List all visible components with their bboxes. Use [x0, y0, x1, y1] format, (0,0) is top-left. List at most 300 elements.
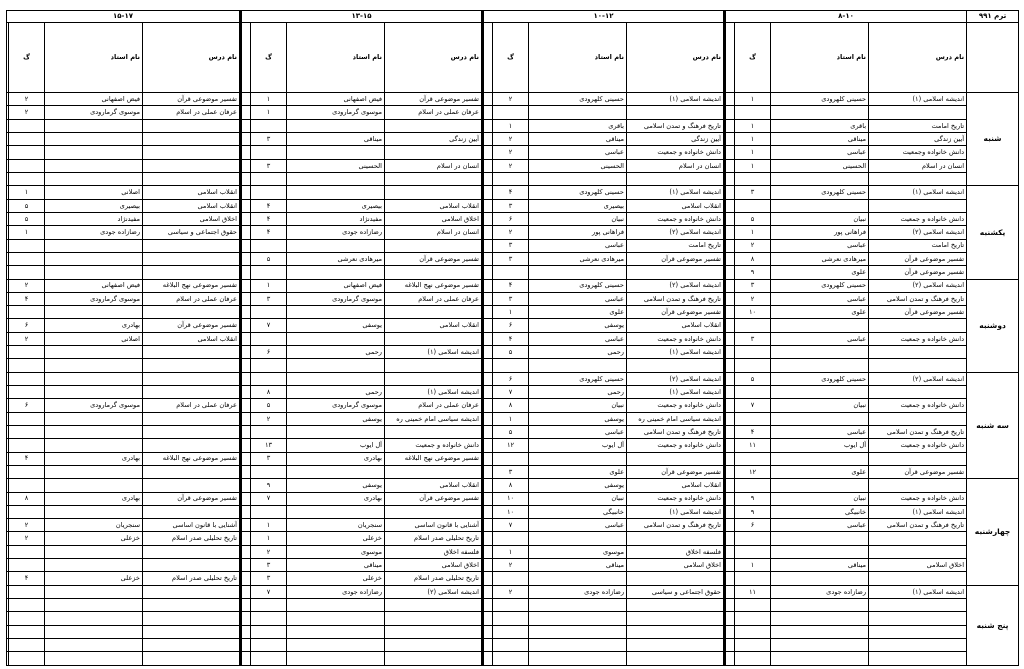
- spacer-cell: [241, 346, 251, 359]
- teacher-cell: فیض اصفهانی: [45, 93, 143, 106]
- groups-cell: [493, 612, 529, 625]
- course-cell: عرفان عملی در اسلام: [385, 292, 483, 305]
- groups-cell: [493, 599, 529, 612]
- spacer-cell: [7, 133, 9, 146]
- groups-cell: ۱: [493, 545, 529, 558]
- groups-cell: ۵: [251, 252, 287, 265]
- course-cell: آشنایی با قانون اساسی: [143, 519, 241, 532]
- groups-cell: ۱۰: [493, 505, 529, 518]
- groups-cell: [493, 106, 529, 119]
- teacher-cell: حسینی کلهرودی: [529, 372, 627, 385]
- teacher-cell: [287, 612, 385, 625]
- spacer-cell: [7, 252, 9, 265]
- course-cell: اندیشه اسلامی (۱): [869, 186, 967, 199]
- teacher-cell: [529, 106, 627, 119]
- teacher-cell: [45, 359, 143, 372]
- groups-cell: ۴: [251, 199, 287, 212]
- course-cell: فلسفه اخلاق: [385, 545, 483, 558]
- teacher-cell: عباسی: [529, 425, 627, 438]
- spacer-cell: [241, 492, 251, 505]
- teacher-cell: [45, 133, 143, 146]
- course-cell: دانش خانواده و جمعیت: [627, 439, 725, 452]
- teacher-cell: [45, 252, 143, 265]
- teacher-cell: [771, 199, 869, 212]
- spacer-cell: [7, 292, 9, 305]
- groups-cell: ۲: [493, 146, 529, 159]
- spacer-cell: [7, 585, 9, 598]
- course-cell: [143, 439, 241, 452]
- groups-cell: ۵: [9, 199, 45, 212]
- groups-cell: [493, 266, 529, 279]
- teacher-cell: بهادری: [45, 452, 143, 465]
- course-cell: [627, 612, 725, 625]
- course-cell: انسان در اسلام: [627, 159, 725, 172]
- spacer-cell: [483, 23, 493, 93]
- schedule-row: [7, 173, 1019, 186]
- groups-cell: [9, 439, 45, 452]
- course-cell: [869, 199, 967, 212]
- spacer-cell: [725, 359, 735, 372]
- course-cell: [385, 425, 483, 438]
- teacher-cell: [771, 572, 869, 585]
- spacer-cell: [483, 545, 493, 558]
- slot-header: ۱۵-۱۷: [7, 11, 241, 23]
- groups-cell: [493, 625, 529, 638]
- groups-cell: [9, 425, 45, 438]
- course-cell: تفسیر موضوعی نهج البلاغه: [385, 279, 483, 292]
- course-cell: [143, 625, 241, 638]
- teacher-cell: باقری: [529, 119, 627, 132]
- spacer-cell: [7, 23, 9, 93]
- teacher-cell: [45, 425, 143, 438]
- course-cell: [869, 319, 967, 332]
- course-cell: عرفان عملی در اسلام: [385, 106, 483, 119]
- groups-cell: ۳: [493, 199, 529, 212]
- spacer-cell: [725, 625, 735, 638]
- course-cell: تفسیر موضوعی قرآن: [385, 93, 483, 106]
- spacer-cell: [241, 519, 251, 532]
- spacer-cell: [483, 239, 493, 252]
- groups-cell: [251, 425, 287, 438]
- spacer-cell: [483, 212, 493, 225]
- day-label: چهارشنبه: [967, 479, 1019, 586]
- spacer-cell: [7, 572, 9, 585]
- spacer-cell: [7, 359, 9, 372]
- groups-cell: ۲: [9, 532, 45, 545]
- course-cell: [869, 625, 967, 638]
- spacer-cell: [483, 173, 493, 186]
- groups-cell: ۶: [9, 319, 45, 332]
- spacer-cell: [725, 545, 735, 558]
- spacer-cell: [241, 159, 251, 172]
- groups-cell: [251, 612, 287, 625]
- course-cell: [143, 252, 241, 265]
- course-cell: دانش خانواده و جمعیت: [627, 212, 725, 225]
- teacher-cell: آل ایوب: [529, 439, 627, 452]
- schedule-row: [7, 292, 1019, 305]
- spacer-cell: [241, 106, 251, 119]
- groups-cell: [9, 252, 45, 265]
- teacher-cell: [287, 332, 385, 345]
- groups-col-header: گ: [251, 23, 287, 93]
- groups-cell: [9, 585, 45, 598]
- spacer-cell: [725, 159, 735, 172]
- groups-cell: [493, 532, 529, 545]
- spacer-cell: [241, 532, 251, 545]
- course-cell: [869, 479, 967, 492]
- groups-cell: [735, 652, 771, 666]
- spacer-cell: [7, 638, 9, 651]
- teacher-cell: نبیان: [529, 399, 627, 412]
- groups-cell: ۱۰: [735, 306, 771, 319]
- groups-cell: [735, 599, 771, 612]
- groups-cell: ۲: [493, 585, 529, 598]
- teacher-cell: [529, 638, 627, 651]
- course-cell: اندیشه اسلامی (۲): [385, 585, 483, 598]
- spacer-cell: [483, 638, 493, 651]
- schedule-table: [6, 10, 1019, 666]
- groups-cell: ۱: [251, 279, 287, 292]
- course-cell: تاریخ فرهنگ و تمدن اسلامی: [627, 292, 725, 305]
- spacer-cell: [725, 279, 735, 292]
- course-cell: اندیشه اسلامی (۱): [627, 386, 725, 399]
- teacher-cell: [771, 359, 869, 372]
- course-cell: [143, 133, 241, 146]
- groups-cell: ۶: [9, 399, 45, 412]
- schedule-row: [7, 212, 1019, 225]
- schedule-row: [7, 439, 1019, 452]
- groups-cell: ۴: [9, 452, 45, 465]
- teacher-cell: عباسی: [771, 239, 869, 252]
- course-cell: [627, 359, 725, 372]
- teacher-cell: خزعلی: [287, 572, 385, 585]
- spacer-cell: [7, 559, 9, 572]
- course-cell: انقلاب اسلامی: [627, 199, 725, 212]
- teacher-cell: نبیان: [529, 212, 627, 225]
- teacher-col-header: نام استاد: [529, 23, 627, 93]
- teacher-cell: [771, 386, 869, 399]
- teacher-cell: سنجریان: [45, 519, 143, 532]
- course-cell: تاریخ فرهنگ و تمدن اسلامی: [627, 519, 725, 532]
- groups-cell: ۸: [493, 479, 529, 492]
- teacher-cell: رضازاده جودی: [771, 585, 869, 598]
- course-cell: حقوق اجتماعی و سیاسی: [143, 226, 241, 239]
- teacher-cell: [287, 638, 385, 651]
- course-cell: تاریخ تحلیلی صدر اسلام: [143, 572, 241, 585]
- teacher-cell: عباسی: [771, 519, 869, 532]
- spacer-cell: [483, 159, 493, 172]
- course-cell: تاریخ تحلیلی صدر اسلام: [385, 572, 483, 585]
- spacer-cell: [241, 545, 251, 558]
- spacer-cell: [241, 133, 251, 146]
- groups-cell: [9, 559, 45, 572]
- course-cell: [385, 332, 483, 345]
- course-cell: [143, 559, 241, 572]
- groups-cell: [251, 306, 287, 319]
- course-cell: اندیشه اسلامی (۲): [627, 279, 725, 292]
- teacher-cell: آل ایوب: [287, 439, 385, 452]
- course-cell: [869, 545, 967, 558]
- spacer-cell: [725, 412, 735, 425]
- schedule-row: [7, 519, 1019, 532]
- spacer-cell: [483, 492, 493, 505]
- schedule-row: [7, 599, 1019, 612]
- course-cell: [385, 266, 483, 279]
- groups-cell: ۵: [9, 212, 45, 225]
- groups-cell: ۳: [251, 133, 287, 146]
- spacer-cell: [241, 625, 251, 638]
- groups-cell: ۶: [251, 346, 287, 359]
- spacer-cell: [7, 412, 9, 425]
- course-cell: [627, 572, 725, 585]
- groups-cell: [735, 545, 771, 558]
- spacer-cell: [725, 399, 735, 412]
- groups-cell: ۳: [493, 465, 529, 478]
- spacer-cell: [241, 412, 251, 425]
- spacer-cell: [483, 266, 493, 279]
- spacer-cell: [725, 452, 735, 465]
- spacer-cell: [483, 332, 493, 345]
- teacher-cell: الحسینی: [771, 159, 869, 172]
- schedule-row: [7, 332, 1019, 345]
- teacher-cell: یوسفی: [529, 412, 627, 425]
- course-cell: [143, 372, 241, 385]
- groups-cell: ۷: [493, 386, 529, 399]
- spacer-cell: [725, 585, 735, 598]
- course-cell: تفسیر موضوعی قرآن: [627, 252, 725, 265]
- teacher-cell: [45, 306, 143, 319]
- spacer-cell: [241, 572, 251, 585]
- course-cell: عرفان عملی در اسلام: [143, 292, 241, 305]
- spacer-cell: [725, 119, 735, 132]
- groups-cell: ۱۰: [493, 492, 529, 505]
- course-cell: [143, 599, 241, 612]
- schedule-row: [7, 146, 1019, 159]
- course-cell: [143, 386, 241, 399]
- teacher-cell: [529, 599, 627, 612]
- teacher-cell: اصلانی: [45, 186, 143, 199]
- teacher-cell: فراهانی پور: [771, 226, 869, 239]
- groups-cell: ۱: [9, 226, 45, 239]
- teacher-cell: [45, 119, 143, 132]
- course-cell: انقلاب اسلامی: [143, 186, 241, 199]
- spacer-cell: [7, 186, 9, 199]
- spacer-cell: [483, 93, 493, 106]
- groups-cell: ۴: [9, 572, 45, 585]
- spacer-cell: [241, 599, 251, 612]
- teacher-cell: میناقی: [529, 133, 627, 146]
- course-cell: [869, 638, 967, 651]
- course-cell: [869, 599, 967, 612]
- teacher-cell: [45, 386, 143, 399]
- course-col-header: نام درس: [143, 23, 241, 93]
- course-cell: اخلاق اسلامی: [869, 559, 967, 572]
- groups-cell: ۱۳: [251, 439, 287, 452]
- day-label: یکشنبه: [967, 186, 1019, 279]
- course-cell: [143, 638, 241, 651]
- groups-cell: [9, 133, 45, 146]
- spacer-cell: [725, 252, 735, 265]
- teacher-cell: آل ایوب: [771, 439, 869, 452]
- spacer-cell: [7, 279, 9, 292]
- teacher-cell: [287, 372, 385, 385]
- course-cell: دانش خانواده و جمعیت: [869, 492, 967, 505]
- teacher-cell: [529, 452, 627, 465]
- course-cell: انقلاب اسلامی: [143, 332, 241, 345]
- course-cell: [627, 599, 725, 612]
- schedule-row: [7, 199, 1019, 212]
- groups-cell: [9, 638, 45, 651]
- teacher-cell: [529, 359, 627, 372]
- teacher-cell: [287, 266, 385, 279]
- teacher-cell: حسینی کلهرودی: [771, 279, 869, 292]
- spacer-cell: [725, 266, 735, 279]
- schedule-row: [7, 638, 1019, 651]
- teacher-col-header: نام استاد: [45, 23, 143, 93]
- course-cell: اندیشه اسلامی (۱): [869, 93, 967, 106]
- teacher-cell: فیض اصفهانی: [287, 279, 385, 292]
- groups-cell: [735, 386, 771, 399]
- spacer-cell: [725, 372, 735, 385]
- teacher-cell: [45, 545, 143, 558]
- course-cell: تفسیر موضوعی نهج البلاغه: [143, 279, 241, 292]
- course-cell: انسان در اسلام: [869, 159, 967, 172]
- teacher-cell: [45, 159, 143, 172]
- schedule-row: [7, 412, 1019, 425]
- teacher-cell: [771, 625, 869, 638]
- course-cell: [627, 638, 725, 651]
- groups-cell: ۱: [493, 306, 529, 319]
- groups-cell: ۹: [735, 492, 771, 505]
- groups-cell: ۲: [735, 292, 771, 305]
- groups-cell: ۵: [251, 399, 287, 412]
- spacer-cell: [483, 399, 493, 412]
- course-cell: اندیشه اسلامی (۲): [627, 226, 725, 239]
- teacher-cell: فیض اصفهانی: [287, 93, 385, 106]
- spacer-cell: [483, 119, 493, 132]
- groups-col-header: گ: [493, 23, 529, 93]
- spacer-cell: [483, 306, 493, 319]
- groups-cell: [493, 359, 529, 372]
- course-cell: اندیشه سیاسی امام خمینی ره: [385, 412, 483, 425]
- groups-cell: ۲: [251, 545, 287, 558]
- groups-cell: ۵: [493, 425, 529, 438]
- course-cell: اندیشه اسلامی (۲): [869, 279, 967, 292]
- spacer-cell: [725, 599, 735, 612]
- groups-cell: [735, 638, 771, 651]
- teacher-cell: حسینی کلهرودی: [771, 186, 869, 199]
- course-cell: [385, 239, 483, 252]
- groups-cell: [9, 652, 45, 666]
- spacer-cell: [7, 159, 9, 172]
- teacher-cell: [287, 425, 385, 438]
- teacher-cell: [287, 359, 385, 372]
- course-cell: تاریخ فرهنگ و تمدن اسلامی: [869, 519, 967, 532]
- groups-cell: [9, 159, 45, 172]
- groups-cell: ۱: [735, 559, 771, 572]
- spacer-cell: [7, 652, 9, 666]
- spacer-cell: [483, 452, 493, 465]
- teacher-cell: عباسی: [529, 146, 627, 159]
- teacher-cell: نبیان: [529, 492, 627, 505]
- schedule-row: [7, 532, 1019, 545]
- teacher-cell: [529, 572, 627, 585]
- groups-cell: [9, 545, 45, 558]
- groups-cell: ۷: [735, 399, 771, 412]
- spacer-cell: [483, 572, 493, 585]
- course-cell: [869, 572, 967, 585]
- spacer-cell: [241, 505, 251, 518]
- groups-cell: [735, 106, 771, 119]
- schedule-row: [7, 346, 1019, 359]
- spacer-cell: [725, 612, 735, 625]
- groups-cell: ۳: [735, 332, 771, 345]
- teacher-cell: عباسی: [771, 292, 869, 305]
- course-cell: دانش خانواده و جمعیت: [869, 212, 967, 225]
- teacher-cell: نبیان: [771, 492, 869, 505]
- groups-cell: ۶: [493, 212, 529, 225]
- spacer-cell: [725, 346, 735, 359]
- spacer-cell: [483, 652, 493, 666]
- teacher-cell: [287, 239, 385, 252]
- schedule-row: [7, 266, 1019, 279]
- spacer-cell: [483, 412, 493, 425]
- spacer-cell: [483, 479, 493, 492]
- groups-cell: ۳: [251, 572, 287, 585]
- groups-col-header: گ: [9, 23, 45, 93]
- teacher-cell: [45, 612, 143, 625]
- course-cell: تاریخ فرهنگ و تمدن اسلامی: [627, 425, 725, 438]
- groups-cell: [251, 652, 287, 666]
- spacer-cell: [7, 612, 9, 625]
- schedule-row: [7, 612, 1019, 625]
- teacher-cell: موسوی گرمارودی: [287, 399, 385, 412]
- course-cell: [869, 346, 967, 359]
- course-cell: تاریخ امامت: [869, 239, 967, 252]
- teacher-cell: [771, 652, 869, 666]
- groups-cell: ۲: [251, 412, 287, 425]
- groups-cell: ۲: [735, 239, 771, 252]
- schedule-row: [7, 226, 1019, 239]
- groups-cell: [251, 186, 287, 199]
- groups-cell: ۸: [493, 399, 529, 412]
- teacher-cell: بیصیری: [45, 199, 143, 212]
- spacer-cell: [725, 465, 735, 478]
- course-cell: اندیشه اسلامی (۱): [869, 585, 967, 598]
- course-cell: [869, 532, 967, 545]
- groups-cell: ۲: [9, 106, 45, 119]
- spacer-cell: [483, 133, 493, 146]
- spacer-cell: [725, 559, 735, 572]
- course-cell: [385, 173, 483, 186]
- spacer-cell: [483, 359, 493, 372]
- groups-cell: ۷: [251, 585, 287, 598]
- teacher-cell: سنجریان: [287, 519, 385, 532]
- course-cell: تاریخ تحلیلی صدر اسلام: [385, 532, 483, 545]
- course-cell: تفسیر موضوعی قرآن: [869, 306, 967, 319]
- spacer-cell: [241, 173, 251, 186]
- spacer-cell: [241, 399, 251, 412]
- groups-cell: ۹: [735, 505, 771, 518]
- spacer-cell: [483, 519, 493, 532]
- groups-cell: ۱: [493, 119, 529, 132]
- groups-cell: ۲: [493, 559, 529, 572]
- course-cell: فلسفه اخلاق: [627, 545, 725, 558]
- schedule-row: [7, 585, 1019, 598]
- teacher-cell: موسوی: [529, 545, 627, 558]
- groups-cell: ۵: [735, 372, 771, 385]
- schedule-row: [7, 279, 1019, 292]
